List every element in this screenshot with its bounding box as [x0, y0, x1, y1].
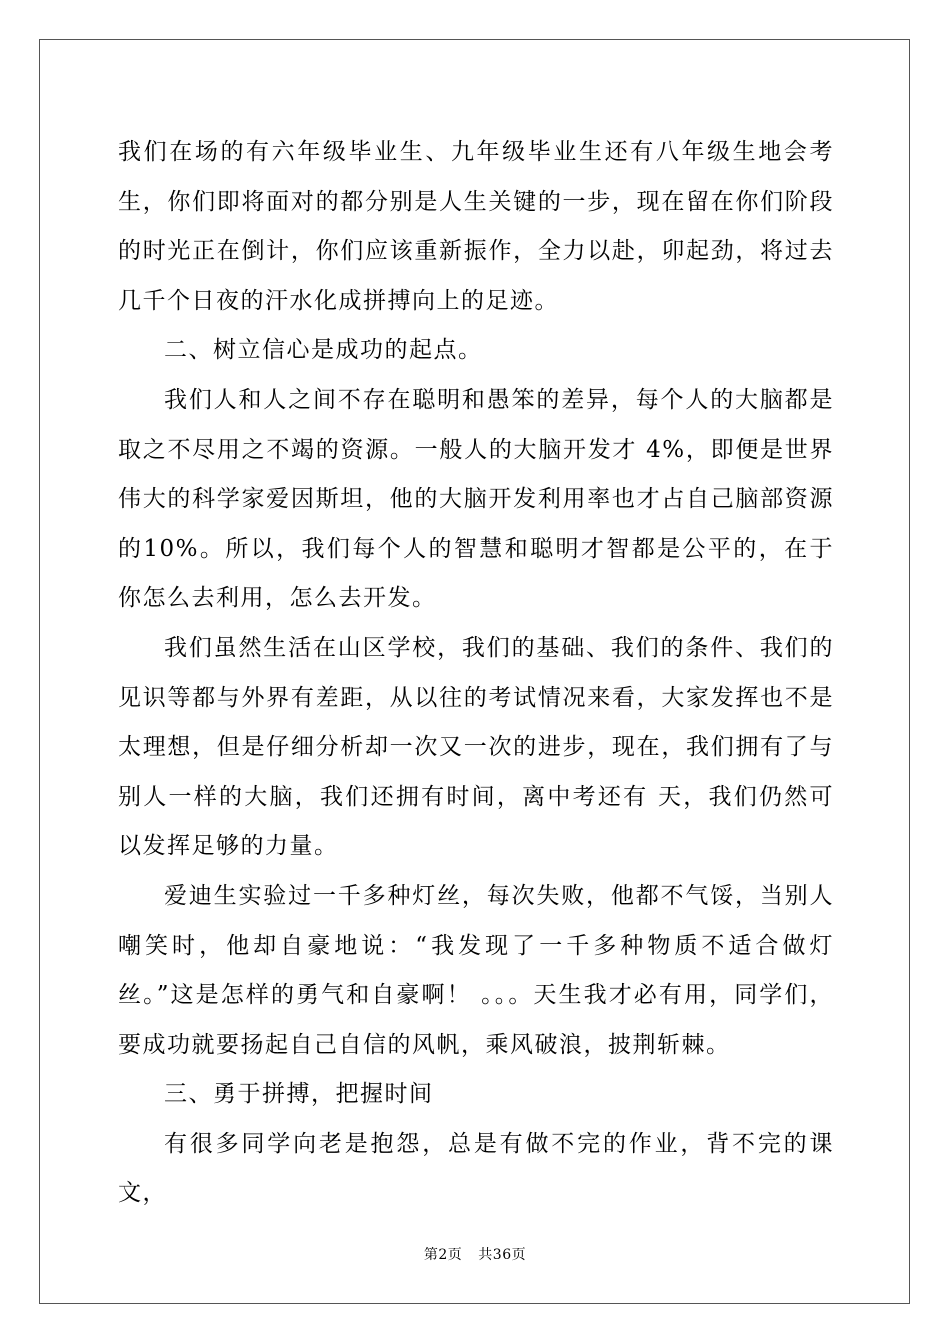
heading-build-confidence: 二、树立信心是成功的起点。: [164, 337, 483, 364]
paragraph-3: 我们人和人之间不存在聪明和愚笨的差异，每个人的大脑都是取之不尽用之不竭的资源。一般人的大脑开发才 4%，即便是世界伟大的科学家爱因斯坦，他的大脑开发利用率也才占自己脑部资源的10%。所以，我们每个人的智慧和聪明才智都是公平的，在于你怎么去利用，怎么去开发。: [118, 386, 834, 612]
page-footer: [0, 1244, 950, 1264]
paragraph-1: 我们在场的有六年级毕业生、九年级毕业生还有八年级生地会考生，你们即将面对的都分别是人生关键的一步，现在留在你们阶段的时光正在倒计，你们应该重新振作，全力以赴，卯起劲，将过去几千个日夜的汗水化成拼搏向上的足迹。: [118, 139, 834, 314]
page-total: 共36页: [478, 1247, 527, 1263]
page-number: 第2页: [423, 1247, 463, 1263]
document-body: [118, 128, 834, 1219]
heading-strive-and-seize-time: 三、勇于拼搏，把握时间: [164, 1081, 434, 1108]
paragraph-7: 有很多同学向老是抱怨，总是有做不完的作业，背不完的课文，: [118, 1130, 834, 1207]
paragraph-4: 我们虽然生活在山区学校，我们的基础、我们的条件、我们的见识等都与外界有差距，从以往的考试情况来看，大家发挥也不是太理想，但是仔细分析却一次又一次的进步，现在，我们拥有了与别人一样的大脑，我们还拥有时间，离中考还有 天，我们仍然可以发挥足够的力量。: [118, 634, 834, 860]
paragraph-5: 爱迪生实验过一千多种灯丝，每次失败，他都不气馁，当别人嘲笑时，他却自豪地说：“我发现了一千多种物质不适合做灯丝。”这是怎样的勇气和自豪啊！ 。。。天生我才必有用，同学们，要成功就要扬起自己自信的风帆，乘风破浪，披荆斩棘。: [118, 882, 834, 1058]
